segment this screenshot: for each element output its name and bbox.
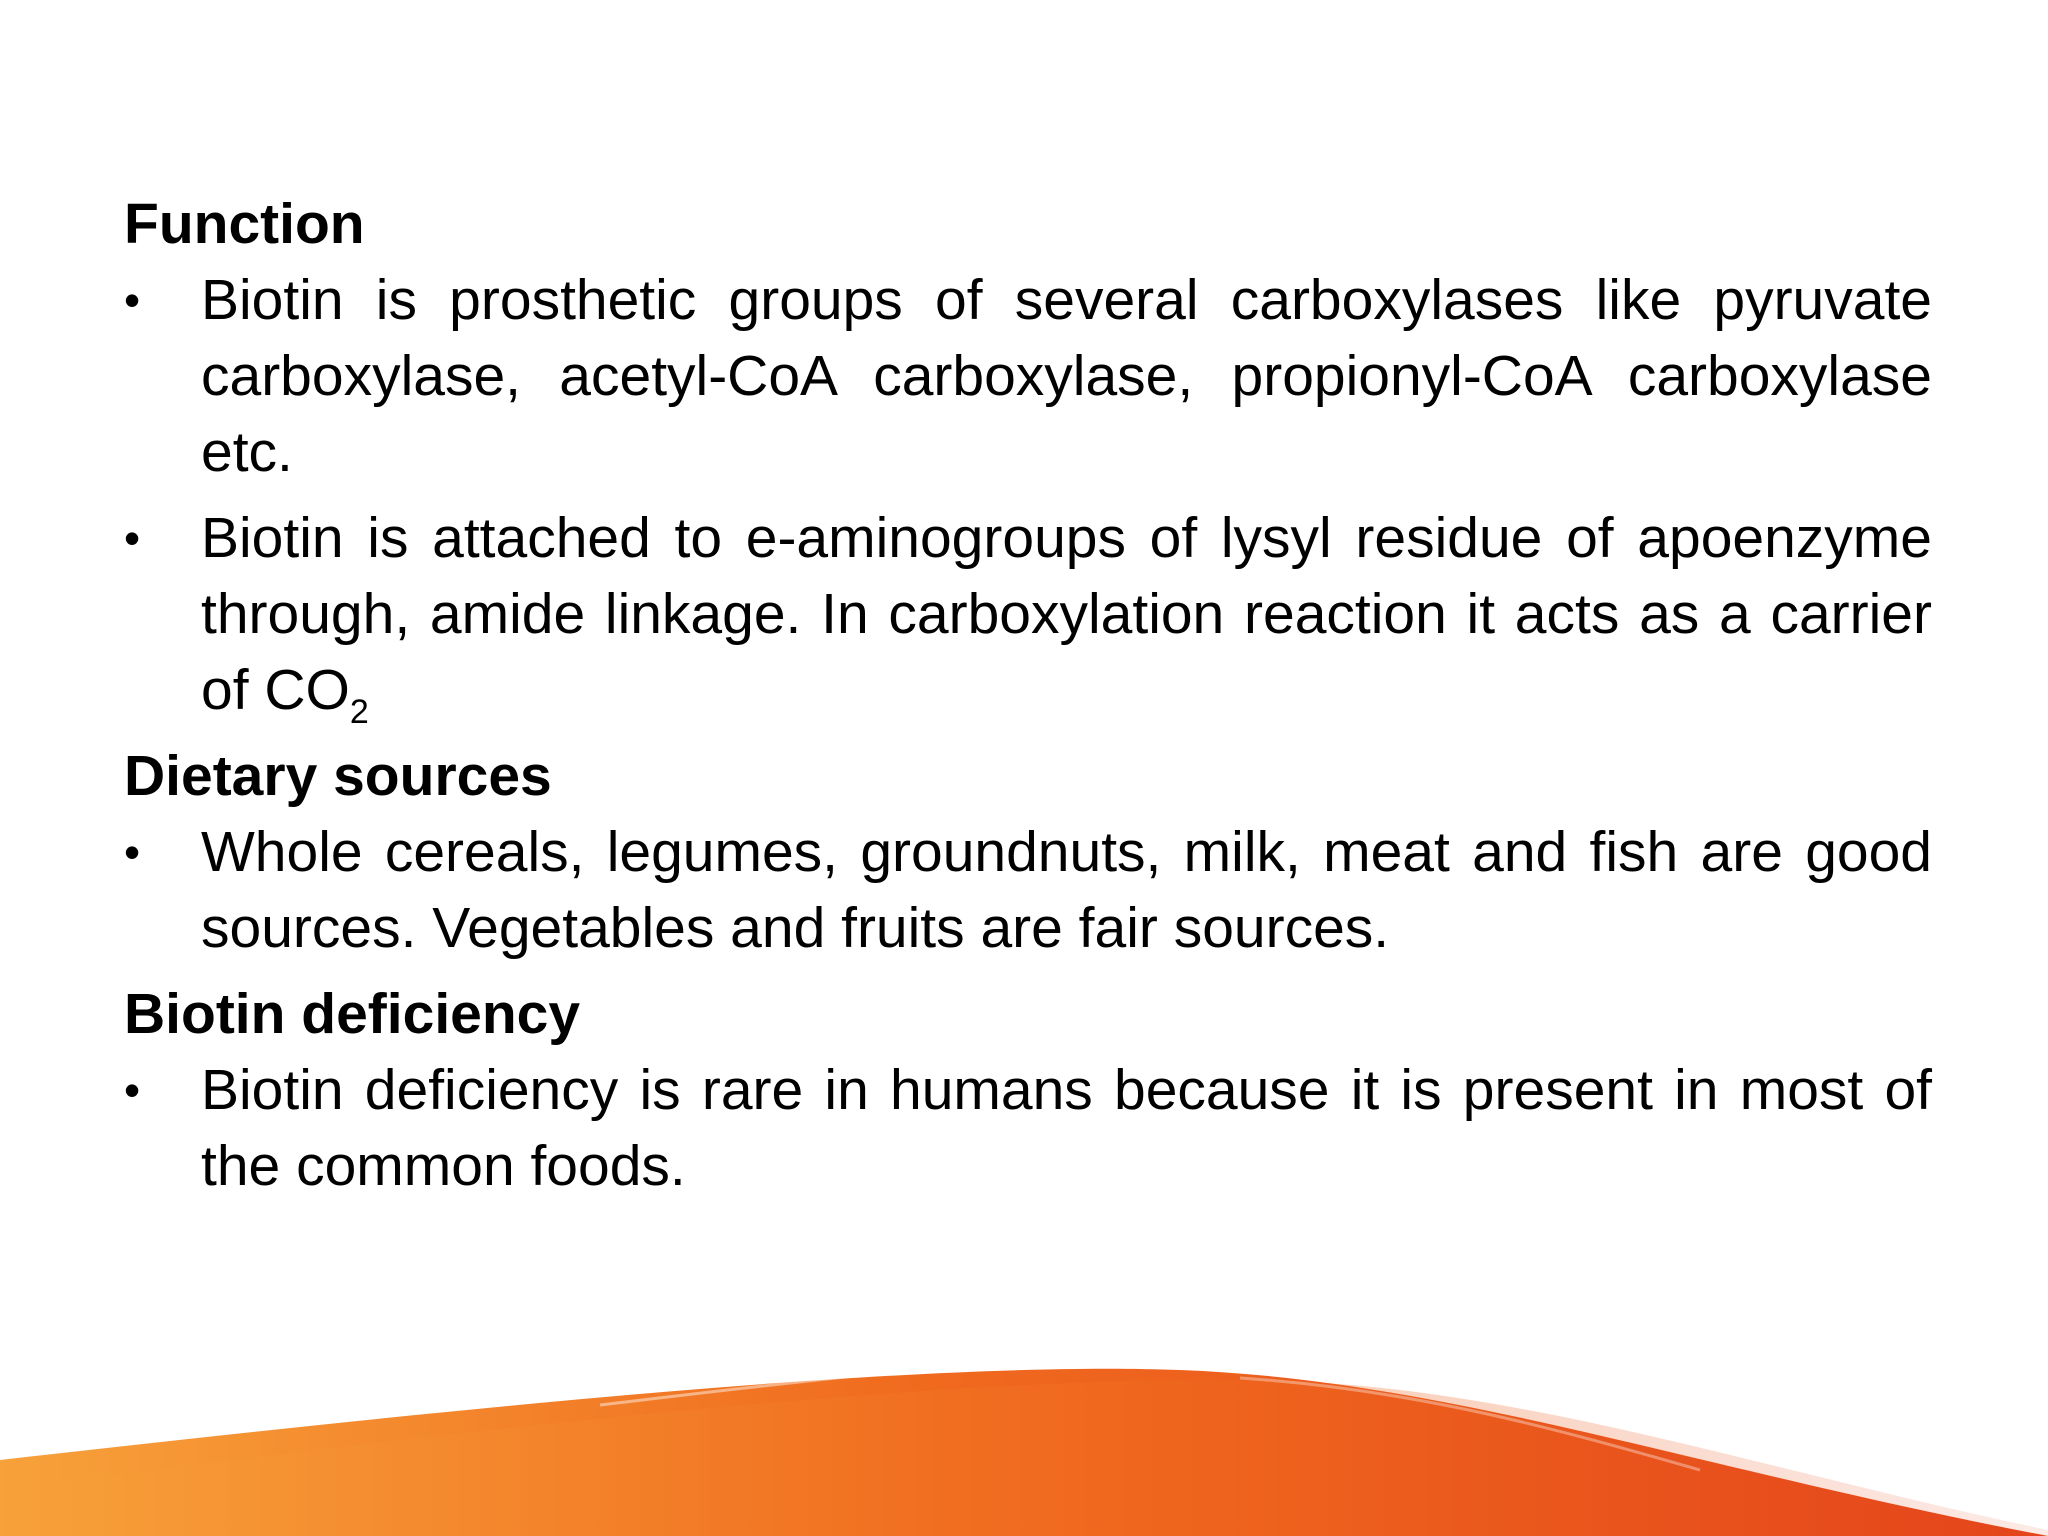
dietary-sources-bullet-list (124, 814, 1932, 966)
section-heading-function: Function (124, 192, 365, 256)
bullet-icon: • (124, 512, 141, 564)
section-heading-dietary-sources: Dietary sources (124, 744, 552, 808)
bullet-item (124, 1052, 1932, 1204)
orange-wave-decoration (0, 1320, 2048, 1536)
bullet-item (124, 262, 1932, 490)
bullet-icon: • (124, 274, 141, 326)
bullet-item (124, 500, 1932, 731)
biotin-deficiency-bullet-list (124, 1052, 1932, 1204)
bullet-item (124, 814, 1932, 966)
bullet-text: Whole cereals, legumes, groundnuts, milk, meat and fish are good sources. Vegetables and fruits are fair sources. (201, 820, 1932, 960)
bullet-icon: • (124, 1064, 141, 1116)
section-heading-biotin-deficiency: Biotin deficiency (124, 982, 581, 1046)
slide-content (124, 186, 1932, 1214)
bullet-text: Biotin is attached to e-aminogroups of lysyl residue of apoenzyme through, amide linkage. In carboxylation reaction it acts as a carrier of CO (201, 506, 1932, 722)
bullet-icon: • (124, 826, 141, 878)
co2-subscript: 2 (349, 693, 369, 731)
function-bullet-list (124, 262, 1932, 731)
wave-highlight-shape (0, 1380, 2048, 1536)
bullet-text: Biotin deficiency is rare in humans because it is present in most of the common foods. (201, 1058, 1932, 1198)
bullet-text: Biotin is prosthetic groups of several carboxylases like pyruvate carboxylase, acetyl-CoA carboxylase, propionyl-CoA carboxylase etc. (201, 268, 1932, 484)
